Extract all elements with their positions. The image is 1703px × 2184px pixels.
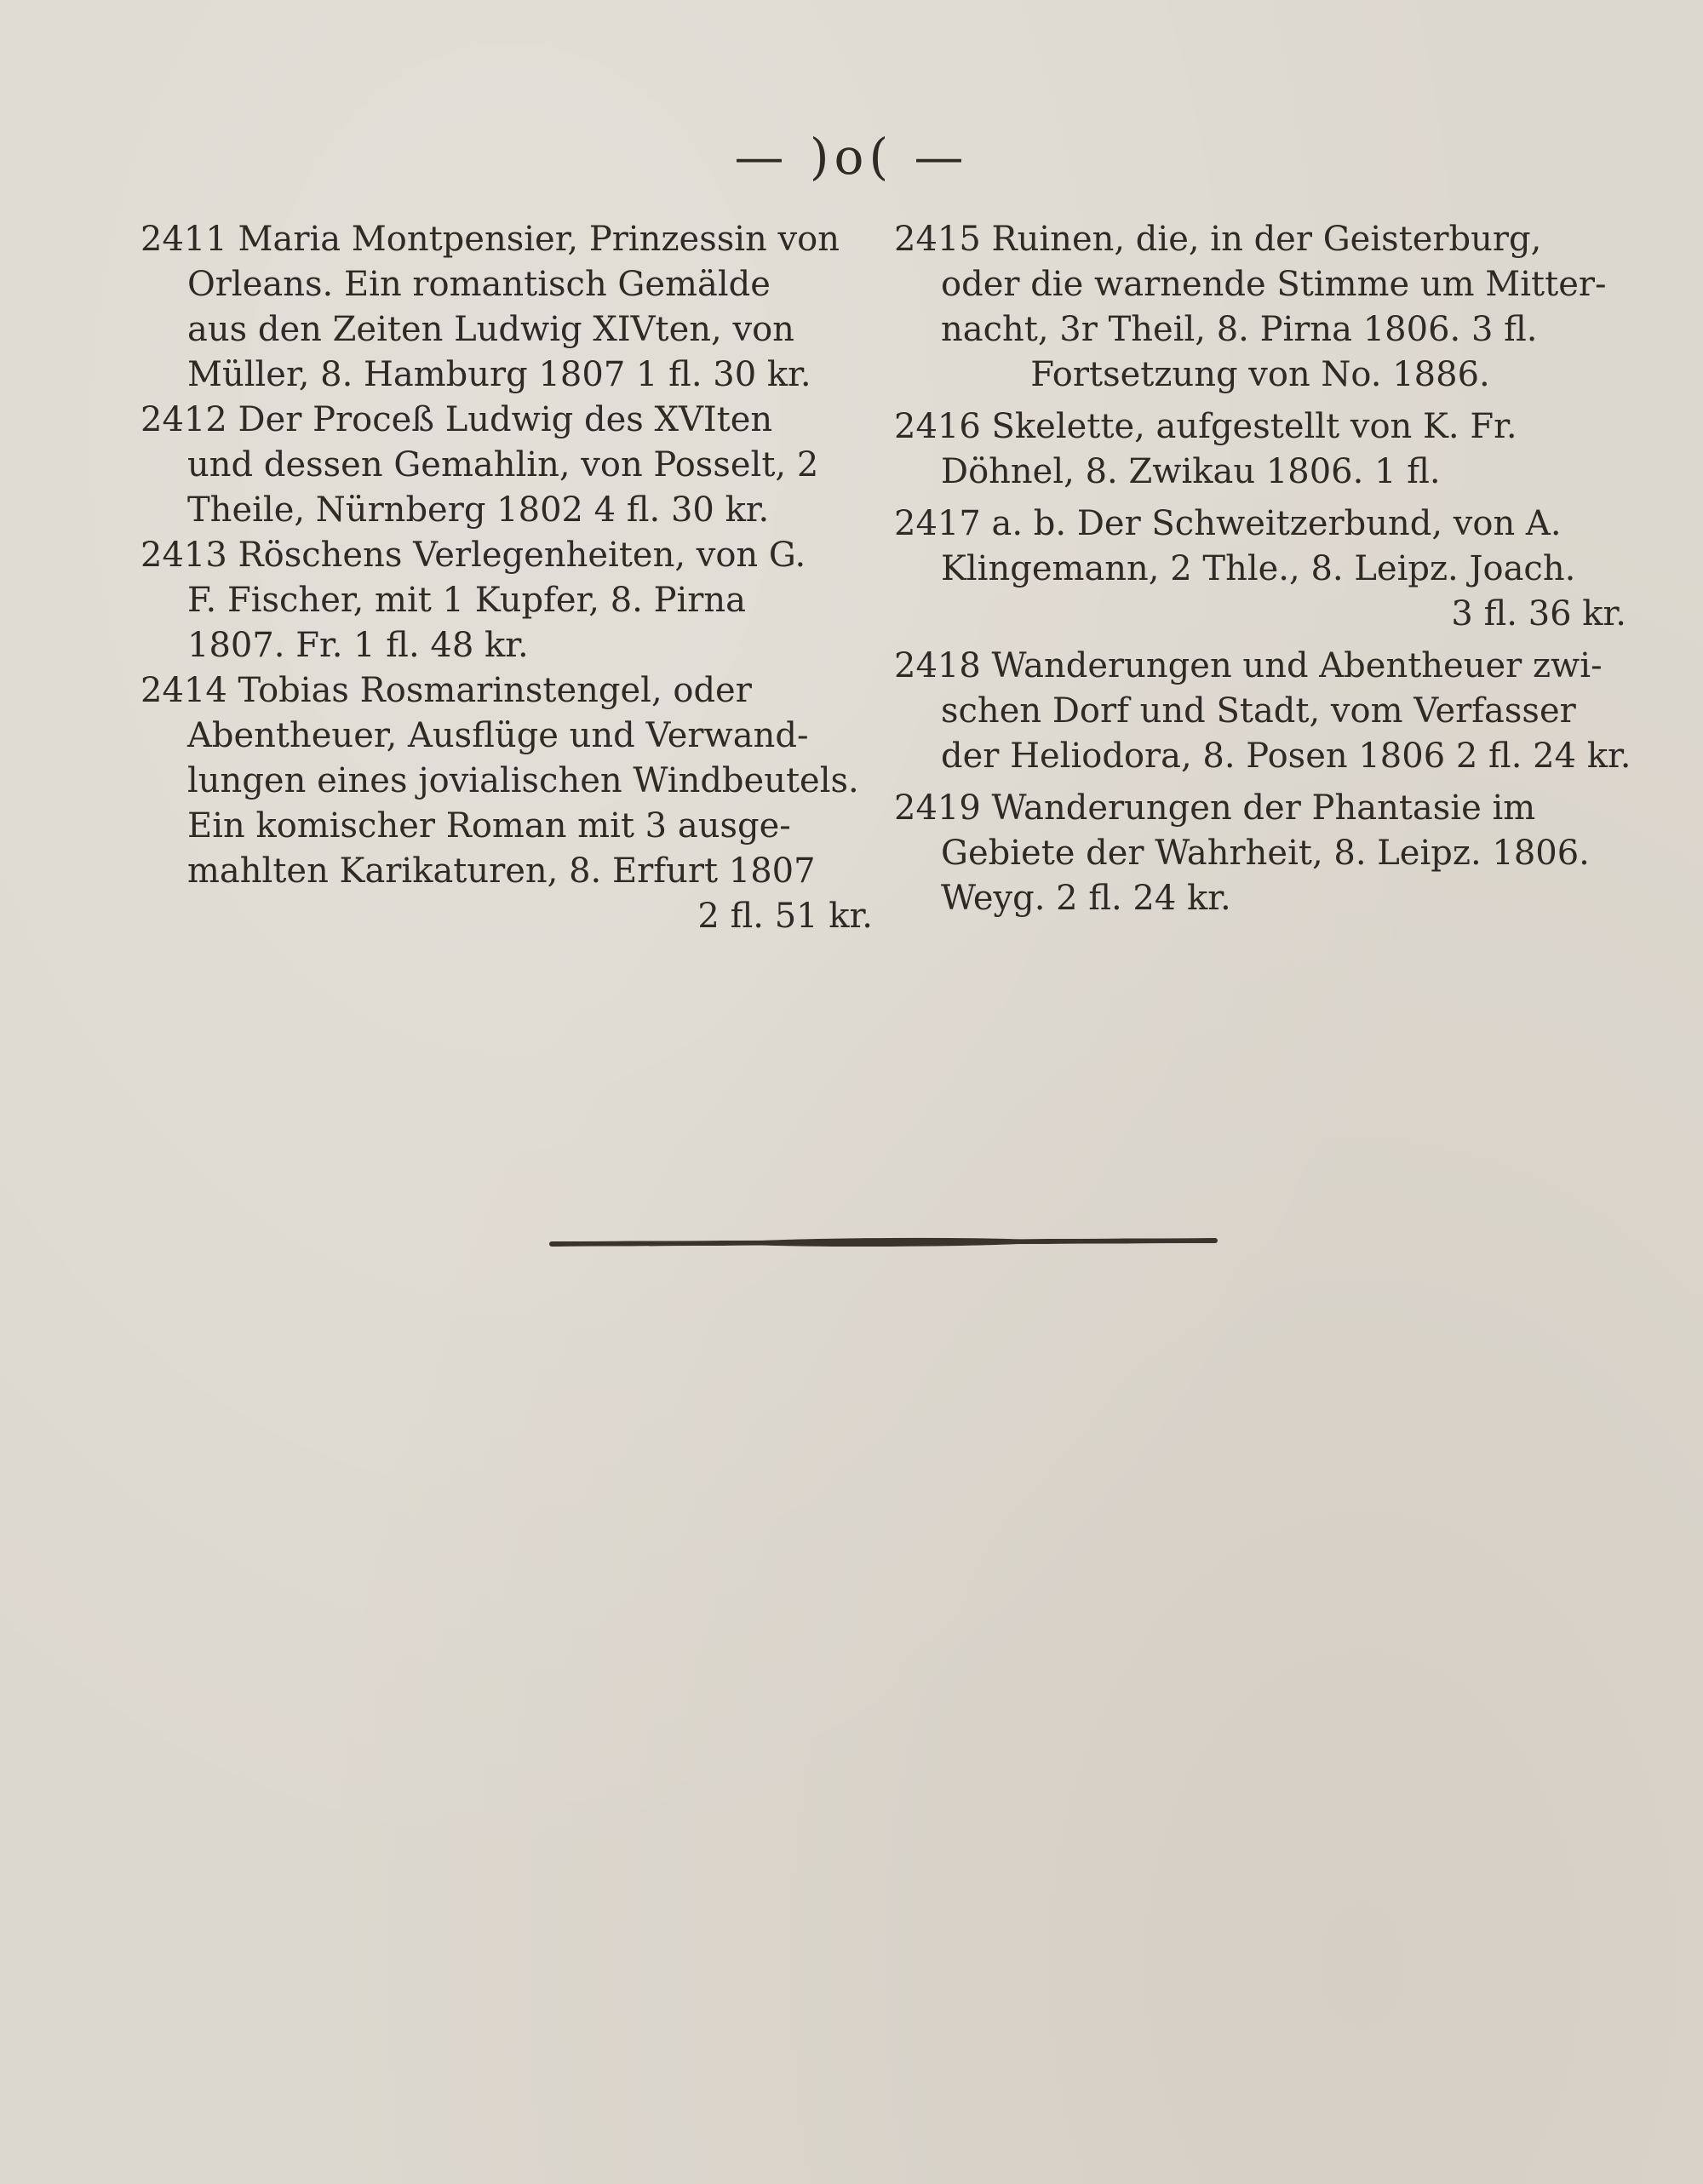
entry-line: Ein komischer Roman mit 3 ausge- <box>187 806 791 846</box>
entry-2419 <box>894 786 1626 921</box>
entry-2411 <box>140 217 873 398</box>
entry-2416 <box>894 404 1626 495</box>
entry-line: schen Dorf und Stadt, vom Verfasser <box>941 691 1576 731</box>
entry-line: 2412 Der Proceß Ludwig des XVIten <box>140 400 773 439</box>
entry-line: 2414 Tobias Rosmarinstengel, oder <box>140 671 752 710</box>
entry-line: 2415 Ruinen, die, in der Geisterburg, <box>894 220 1542 259</box>
entry-price: 3 fl. 36 kr. <box>1451 594 1626 633</box>
entry-line: 2413 Röschens Verlegenheiten, von G. <box>140 536 806 575</box>
entry-line: mahlten Karikaturen, 8. Erfurt 1807 <box>187 851 816 891</box>
entry-2417 <box>894 502 1626 637</box>
entry-2414 <box>140 668 873 939</box>
entry-line: 2411 Maria Montpensier, Prinzessin von <box>140 220 840 259</box>
entry-line: aus den Zeiten Ludwig XIVten, von <box>187 310 794 349</box>
horizontal-rule <box>549 1238 1218 1247</box>
entry-note: Fortsetzung von No. 1886. <box>1030 355 1490 394</box>
entry-price: 2 fl. 51 kr. <box>697 897 873 936</box>
entry-line: 2419 Wanderungen der Phantasie im <box>894 788 1536 828</box>
entry-2412 <box>140 398 873 533</box>
entry-line: Theile, Nürnberg 1802 4 fl. 30 kr. <box>187 490 770 530</box>
entry-line: 2416 Skelette, aufgestellt von K. Fr. <box>894 407 1517 446</box>
left-column <box>140 217 873 939</box>
entry-line: oder die warnende Stimme um Mitter- <box>941 265 1607 304</box>
entry-line: nacht, 3r Theil, 8. Pirna 1806. 3 fl. <box>941 310 1538 349</box>
entry-line: 1807. Fr. 1 fl. 48 kr. <box>187 626 529 665</box>
entry-line: F. Fischer, mit 1 Kupfer, 8. Pirna <box>187 581 747 620</box>
entry-line: und dessen Gemahlin, von Posselt, 2 <box>187 445 819 484</box>
page-header-ornament: — )o( — <box>734 128 969 186</box>
entry-line: der Heliodora, 8. Posen 1806 2 fl. 24 kr. <box>941 737 1631 776</box>
entry-line: lungen eines jovialischen Windbeutels. <box>187 761 859 800</box>
entry-line: Gebiete der Wahrheit, 8. Leipz. 1806. <box>941 834 1590 873</box>
entry-2418 <box>894 644 1631 779</box>
entry-line: 2418 Wanderungen und Abentheuer zwi- <box>894 646 1603 685</box>
entry-line: Müller, 8. Hamburg 1807 1 fl. 30 kr. <box>187 355 811 394</box>
right-column <box>894 217 1631 921</box>
entry-2413 <box>140 533 873 668</box>
entry-line: Döhnel, 8. Zwikau 1806. 1 fl. <box>941 452 1441 491</box>
entry-line: 2417 a. b. Der Schweitzerbund, von A. <box>894 504 1562 543</box>
entry-line: Orleans. Ein romantisch Gemälde <box>187 265 771 304</box>
entry-2415 <box>894 217 1626 398</box>
entry-line: Weyg. 2 fl. 24 kr. <box>941 879 1231 918</box>
entry-line: Klingemann, 2 Thle., 8. Leipz. Joach. <box>941 549 1576 588</box>
entry-line: Abentheuer, Ausflüge und Verwand- <box>187 716 809 755</box>
